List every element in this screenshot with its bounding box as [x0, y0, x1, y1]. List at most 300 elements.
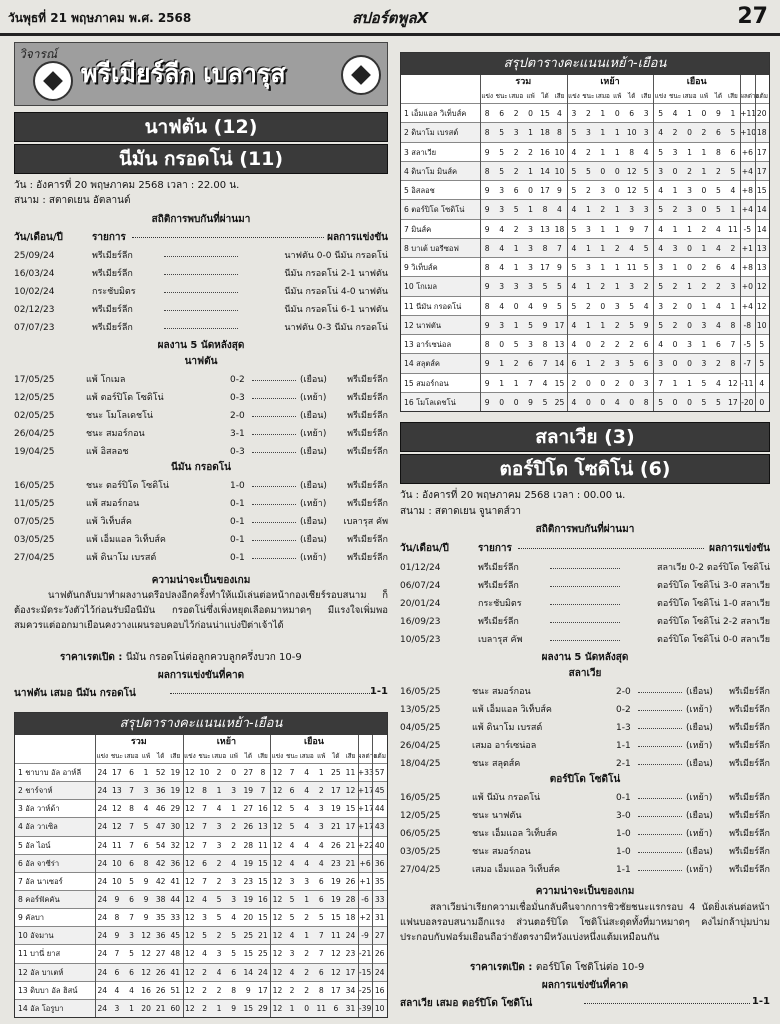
- stat-cell: 29: [170, 804, 181, 814]
- stat-cell: 8: [542, 340, 548, 349]
- form-date: 02/05/25: [14, 411, 55, 421]
- stat-cell: 4: [715, 224, 721, 234]
- stat-cell: 8: [484, 109, 490, 118]
- h2h-result: นีมัน กรอดโน่ 6-1 นาฟตัน: [284, 305, 388, 315]
- table-column-header: ชนะ: [495, 92, 508, 100]
- form-score: 0-1: [230, 517, 245, 527]
- leader-dots: [252, 540, 296, 541]
- form-venue: (เยือน): [686, 811, 713, 821]
- stat-cell: 8: [114, 913, 120, 923]
- table-column-header: ชนะ: [286, 752, 299, 760]
- stat-cell: 5: [571, 263, 577, 272]
- match1-prediction-title: ผลการแข่งขันที่คาด: [157, 670, 245, 681]
- form-competition: พรีเมียร์ลีก: [347, 429, 388, 439]
- stat-cell: 1: [600, 243, 606, 253]
- stat-cell: 12: [112, 804, 122, 814]
- stat-cell: 9: [542, 320, 548, 330]
- table-column-header: ได้: [541, 92, 549, 100]
- stat-cell: 48: [170, 949, 181, 959]
- form-result: แพ้ ตอร์ปิโด โซดิโน่: [86, 393, 164, 403]
- stat-cell: 14: [756, 224, 767, 234]
- stat-cell: 12: [185, 822, 195, 832]
- form-competition: พรีเมียร์ลีก: [729, 723, 770, 733]
- stat-cell: 16: [374, 985, 385, 995]
- odds-label: ราคาเรตเปิด :: [60, 652, 123, 663]
- odds-value: ตอร์ปิโด โซดิโน่ต่อ 10-9: [535, 962, 645, 973]
- stat-cell: 5: [557, 282, 562, 292]
- h2h-competition: เบลารุส คัพ: [478, 635, 523, 645]
- form-result: แพ้ ดินาโม เบรสต์: [472, 723, 543, 733]
- stat-cell: 1: [600, 128, 606, 138]
- stat-cell: 0: [499, 397, 505, 407]
- form-venue: (เหย้า): [300, 553, 327, 563]
- h2h-row: [14, 284, 388, 300]
- form-venue: (เหย้า): [686, 705, 713, 715]
- stat-cell: 12: [272, 985, 283, 995]
- table-column-header: เสมอ: [595, 92, 610, 100]
- stat-cell: 12: [626, 166, 637, 176]
- stat-cell: 19: [331, 876, 341, 886]
- stat-cell: 4: [715, 320, 721, 330]
- stat-cell: 12: [728, 378, 738, 388]
- stat-cell: 8: [542, 243, 548, 253]
- stat-cell: 5: [557, 301, 562, 311]
- stat-cell: 7: [129, 786, 134, 796]
- match2-venue: สนาม : สตาดเยน จูนาตส์วา: [400, 506, 522, 517]
- stat-cell: 4: [557, 109, 562, 118]
- stat-cell: 18: [345, 913, 356, 923]
- leader-dots: [164, 274, 238, 275]
- team-name: 9 คัลบา: [18, 913, 45, 923]
- stat-cell: 18: [554, 224, 565, 234]
- leader-dots: [550, 622, 620, 623]
- h2h-competition: พรีเมียร์ลีก: [478, 563, 519, 573]
- stat-cell: 0: [614, 109, 620, 118]
- form-result: ชนะ สมอร์กอน: [472, 687, 531, 697]
- stat-cell: 3: [114, 1003, 120, 1013]
- stat-cell: 3: [202, 913, 207, 923]
- stat-cell: 3: [318, 804, 324, 814]
- form-row: [14, 390, 388, 406]
- stat-cell: 12: [626, 186, 637, 195]
- stat-cell: 36: [170, 858, 181, 868]
- stat-cell: 3: [289, 876, 295, 886]
- stat-cell: 5: [571, 224, 577, 234]
- stat-cell: 9: [557, 186, 562, 195]
- stat-cell: 5: [629, 301, 635, 311]
- h2h-row: [400, 632, 770, 648]
- stat-cell: 12: [185, 949, 195, 959]
- stat-cell: 9: [715, 109, 721, 118]
- form-date: 11/05/25: [14, 499, 55, 509]
- stat-cell: 4: [571, 147, 577, 157]
- table-column-header: เสมอ: [124, 752, 139, 760]
- stat-cell: 3: [600, 186, 606, 195]
- stat-cell: 17: [258, 985, 268, 995]
- form-row: [400, 684, 770, 700]
- match1-home-team: นาฟตัน (12): [14, 112, 388, 142]
- stat-cell: 1: [614, 128, 620, 138]
- table-column-header: แข่ง: [184, 752, 196, 760]
- h2h-competition: พรีเมียร์ลีก: [92, 323, 133, 333]
- stat-cell: 2: [614, 243, 620, 253]
- h2h-competition: กระชับมิตร: [92, 287, 136, 297]
- stat-cell: 10: [374, 1003, 385, 1013]
- stat-cell: 5: [289, 822, 295, 832]
- h2h-result-header: ผลการแข่งขัน: [327, 232, 388, 243]
- stat-cell: 9: [143, 913, 149, 923]
- stat-cell: 24: [97, 895, 108, 904]
- stat-cell: 1: [672, 224, 678, 234]
- match2-home-form-team: สลาเวีย: [568, 668, 602, 679]
- stat-cell: 12: [272, 876, 283, 886]
- stat-cell: 24: [258, 967, 268, 977]
- stat-cell: 1: [600, 109, 606, 118]
- stat-cell: 11: [258, 840, 268, 850]
- stat-cell: -11: [741, 378, 754, 388]
- form-competition: พรีเมียร์ลีก: [729, 705, 770, 715]
- stat-cell: 0: [600, 397, 606, 407]
- stat-cell: 12: [272, 804, 283, 814]
- form-score: 2-0: [616, 687, 631, 697]
- stat-cell: 43: [374, 822, 385, 832]
- stat-cell: 7: [658, 378, 664, 388]
- stat-cell: 25: [554, 397, 565, 407]
- leader-dots: [252, 434, 296, 435]
- table-row: [15, 836, 387, 854]
- stat-cell: 5: [571, 301, 577, 311]
- standings-table-belarus: [400, 52, 770, 412]
- stat-cell: 3: [643, 109, 649, 118]
- table-column-header: แข่ง: [568, 92, 580, 100]
- stat-cell: 3: [672, 243, 678, 253]
- h2h-date: 20/01/24: [400, 599, 441, 609]
- stat-cell: 1: [701, 340, 707, 349]
- stat-cell: 16: [258, 895, 268, 904]
- stat-cell: 14: [540, 166, 550, 176]
- stat-cell: 9: [231, 1003, 237, 1013]
- stat-cell: -21: [358, 949, 372, 959]
- form-score: 0-1: [230, 553, 245, 563]
- stat-cell: 8: [715, 147, 721, 157]
- stat-cell: 4: [658, 243, 664, 253]
- stat-cell: 27: [243, 804, 254, 814]
- stat-cell: 10: [199, 768, 210, 777]
- brand-logo: สปอร์ตพูลX: [352, 9, 429, 27]
- stat-cell: 8: [730, 320, 736, 330]
- stat-cell: 24: [97, 931, 108, 941]
- stat-cell: 13: [756, 243, 767, 253]
- h2h-result: นาฟตัน 0-0 นีมัน กรอดโน่: [284, 251, 388, 261]
- stat-cell: 1: [585, 320, 591, 330]
- team-name: 15 สมอร์กอน: [404, 378, 449, 388]
- stat-cell: 31: [374, 913, 385, 923]
- h2h-competition: พรีเมียร์ลีก: [92, 251, 133, 261]
- column-divider: [183, 735, 184, 1017]
- stat-cell: 6: [202, 858, 207, 868]
- stat-cell: 4: [202, 949, 207, 959]
- stat-cell: 11: [112, 840, 122, 850]
- stat-cell: 5: [499, 128, 505, 138]
- football-icon: [33, 61, 73, 101]
- stat-cell: 3: [528, 282, 533, 292]
- stat-cell: 0: [687, 320, 692, 330]
- form-score: 2-0: [230, 411, 245, 421]
- stat-cell: 8: [484, 301, 490, 311]
- leader-dots: [638, 852, 682, 853]
- stat-cell: 4: [289, 858, 295, 868]
- table-row: [15, 781, 387, 799]
- stat-cell: 2: [672, 128, 678, 138]
- stat-cell: 1: [528, 128, 533, 138]
- stat-cell: 46: [155, 804, 166, 814]
- form-venue: (เยือน): [686, 687, 713, 697]
- stat-cell: 26: [243, 822, 254, 832]
- table-group-header: รวม: [515, 77, 532, 87]
- stat-cell: 10: [554, 166, 565, 176]
- form-score: 1-0: [616, 829, 631, 839]
- stat-cell: 3: [658, 301, 664, 311]
- stat-cell: 3: [129, 931, 134, 941]
- form-row: [14, 478, 388, 494]
- stat-cell: 6: [231, 967, 237, 977]
- stat-cell: 19: [170, 768, 181, 777]
- stat-cell: 4: [231, 913, 237, 923]
- stat-cell: 1: [513, 263, 519, 272]
- stat-cell: 5: [318, 913, 324, 923]
- stat-cell: 5: [499, 166, 505, 176]
- stat-cell: 4: [318, 858, 324, 868]
- leader-dots: [164, 328, 238, 329]
- stat-cell: 5: [289, 804, 295, 814]
- stat-cell: 24: [345, 931, 356, 941]
- table-column-header: เสีย: [345, 752, 356, 760]
- stat-cell: 6: [333, 1003, 339, 1013]
- stat-cell: 6: [318, 967, 324, 977]
- table-column-header: เสีย: [257, 752, 268, 760]
- stat-cell: 0: [672, 359, 678, 369]
- stat-cell: 7: [318, 931, 324, 941]
- stat-cell: 3: [499, 186, 505, 195]
- team-name: 6 ตอร์ปิโด โซดิโน่: [404, 205, 465, 215]
- stat-cell: 26: [155, 985, 166, 995]
- stat-cell: 12: [272, 949, 283, 959]
- stat-cell: 2: [600, 282, 606, 292]
- stat-cell: 3: [643, 378, 649, 388]
- stat-cell: 9: [245, 985, 251, 995]
- stat-cell: 4: [499, 224, 505, 234]
- form-result: ชนะ สมอร์กอน: [86, 429, 145, 439]
- stat-cell: 3: [585, 128, 591, 138]
- stat-cell: 4: [629, 243, 635, 253]
- stat-cell: 4: [672, 109, 678, 118]
- stat-cell: 12: [185, 985, 195, 995]
- form-score: 0-1: [230, 499, 245, 509]
- stat-cell: 52: [155, 768, 166, 777]
- stat-cell: 9: [484, 147, 490, 157]
- form-row: [400, 756, 770, 772]
- stat-cell: 12: [185, 804, 195, 814]
- stat-cell: 19: [243, 895, 254, 904]
- table-column-header: ผลต่าง: [357, 752, 377, 760]
- form-venue: (เยือน): [300, 375, 327, 385]
- stat-cell: 6: [499, 109, 505, 118]
- stat-cell: 3: [528, 224, 533, 234]
- stat-cell: +17: [357, 822, 374, 832]
- leader-dots: [638, 798, 682, 799]
- stat-cell: 7: [318, 949, 324, 959]
- stat-cell: 0: [528, 109, 533, 118]
- stat-cell: -25: [358, 985, 372, 995]
- stat-cell: +2: [359, 913, 371, 923]
- stat-cell: 1: [701, 301, 707, 311]
- stat-cell: 3: [216, 822, 222, 832]
- stat-cell: 24: [97, 967, 108, 977]
- form-competition: พรีเมียร์ลีก: [347, 393, 388, 403]
- form-competition: พรีเมียร์ลีก: [347, 411, 388, 421]
- h2h-result: นีมัน กรอดโน่ 4-0 นาฟตัน: [284, 287, 388, 297]
- stat-cell: 44: [170, 895, 181, 904]
- stat-cell: 5: [629, 359, 635, 369]
- table-column-header: แพ้: [317, 752, 326, 760]
- h2h-list-header: รายการ: [478, 543, 512, 554]
- stat-cell: 1: [585, 205, 591, 215]
- stat-cell: 12: [272, 913, 283, 923]
- stat-cell: 0: [528, 186, 533, 195]
- stat-cell: 5: [585, 166, 591, 176]
- stat-cell: 2: [513, 147, 519, 157]
- table-column-header: เสีย: [554, 92, 565, 100]
- stat-cell: 5: [715, 205, 721, 215]
- h2h-date: 01/12/24: [400, 563, 441, 573]
- stat-cell: 5: [643, 186, 649, 195]
- form-result: แพ้ ดินาโม เบรสต์: [86, 553, 157, 563]
- stat-cell: 1: [687, 282, 692, 292]
- stat-cell: 3: [528, 340, 533, 349]
- stat-cell: 16: [258, 804, 268, 814]
- h2h-date-header: วัน/เดือน/ปี: [14, 232, 63, 243]
- match2-away-form-team: ตอร์ปิโด โซดิโน่: [549, 774, 621, 785]
- stat-cell: +8: [741, 186, 753, 195]
- match1-analysis-title: ความน่าจะเป็นของเกม: [151, 575, 251, 586]
- stat-cell: 5: [643, 263, 649, 272]
- stat-cell: 10: [626, 128, 637, 138]
- stat-cell: 8: [484, 166, 490, 176]
- stat-cell: 21: [155, 1003, 166, 1013]
- table-column-header: เสมอ: [509, 92, 524, 100]
- stat-cell: +4: [741, 301, 753, 311]
- prediction-score: 1-1: [751, 996, 770, 1007]
- stat-cell: 15: [554, 378, 565, 388]
- form-competition: พรีเมียร์ลีก: [347, 447, 388, 457]
- stat-cell: 0: [600, 378, 606, 388]
- h2h-date: 10/05/23: [400, 635, 441, 645]
- h2h-date: 10/02/24: [14, 287, 55, 297]
- stat-cell: 2: [672, 205, 678, 215]
- form-score: 2-1: [616, 759, 631, 769]
- leader-dots: [638, 710, 682, 711]
- h2h-date: 06/07/24: [400, 581, 441, 591]
- page-number: 27: [737, 4, 768, 29]
- h2h-row: [400, 560, 770, 576]
- column-divider: [480, 75, 481, 411]
- stat-cell: 12: [272, 822, 283, 832]
- form-venue: (เหย้า): [300, 499, 327, 509]
- stat-cell: 4: [304, 786, 310, 796]
- table-row: [15, 981, 387, 999]
- stat-cell: 0: [701, 109, 707, 118]
- form-result: แพ้ เอ็มแอล วิเท็บส์ค: [472, 705, 552, 715]
- stat-cell: 2: [202, 985, 207, 995]
- table-column-header: แพ้: [699, 92, 709, 100]
- stat-cell: 19: [331, 804, 341, 814]
- form-competition: พรีเมียร์ลีก: [347, 375, 388, 385]
- form-competition: พรีเมียร์ลีก: [347, 481, 388, 491]
- stat-cell: 36: [155, 786, 166, 796]
- stat-cell: 3: [143, 786, 149, 796]
- table-group-header: เยือน: [304, 737, 324, 747]
- stat-cell: 4: [289, 840, 295, 850]
- stat-cell: 1: [730, 109, 736, 118]
- form-date: 16/05/25: [14, 481, 55, 491]
- stat-cell: 12: [756, 301, 767, 311]
- stat-cell: 25: [243, 931, 254, 941]
- table-column-header: แพ้: [141, 752, 151, 760]
- stat-cell: +4: [741, 205, 753, 215]
- stat-cell: 36: [155, 931, 166, 941]
- stat-cell: 5: [643, 166, 649, 176]
- stat-cell: 6: [129, 967, 134, 977]
- form-venue: (เหย้า): [686, 865, 713, 875]
- stat-cell: 4: [759, 378, 765, 388]
- stat-cell: 2: [513, 359, 519, 369]
- h2h-result: ตอร์ปิโด โซดิโน่ 0-0 สลาเวีย: [657, 635, 770, 645]
- stat-cell: +22: [357, 840, 374, 850]
- form-result: ชนะ สลุตส์ค: [472, 759, 521, 769]
- form-score: 1-0: [616, 847, 631, 857]
- stat-cell: 14: [554, 359, 565, 369]
- stat-cell: 12: [141, 931, 151, 941]
- stat-cell: 1: [289, 1003, 295, 1013]
- table-row: [401, 296, 769, 315]
- h2h-result-header: ผลการแข่งขัน: [709, 543, 770, 554]
- stat-cell: +6: [359, 858, 371, 868]
- stat-cell: 5: [499, 147, 505, 157]
- match2-prediction: [400, 996, 770, 1010]
- table-group-header: รวม: [130, 737, 147, 747]
- stat-cell: 7: [202, 804, 207, 814]
- stat-cell: 5: [759, 359, 765, 369]
- form-row: [14, 372, 388, 388]
- stat-cell: 17: [331, 786, 341, 796]
- stat-cell: 54: [155, 840, 166, 850]
- team-name: 1 เอ็มแอล วิเท็บส์ค: [404, 109, 467, 118]
- match2-analysis: สลาเวียน่าเรียกความเชื่อมั่นกลับคืนจากการชิวชัยชนะแรกรอบ 4 นัดยิ่งเล่นต่อหน้าแฟนบอลรอบสนามอีกแรง ส่วนตอร์ปิโด โซดิโน่สะดุดทั้งที่มาหมาดๆ คงไม่กล้าบุ่มบ่ามประกอบกับฟอร์มเยือนถือว่ายังตรงามีหวังแบ่งหนึ่งแต้มเหมือนกัน: [400, 902, 770, 943]
- football-icon: [341, 55, 381, 95]
- stat-cell: 1: [216, 1003, 222, 1013]
- stat-cell: 41: [170, 967, 181, 977]
- stat-cell: 3: [231, 876, 237, 886]
- stat-cell: 12: [185, 895, 195, 904]
- h2h-row: [14, 248, 388, 264]
- form-date: 26/04/25: [14, 429, 55, 439]
- stat-cell: 11: [331, 931, 341, 941]
- stat-cell: 35: [374, 876, 385, 886]
- stat-cell: 2: [202, 1003, 207, 1013]
- stat-cell: 5: [289, 895, 295, 904]
- stat-cell: 12: [272, 1003, 283, 1013]
- form-date: 03/05/25: [400, 847, 441, 857]
